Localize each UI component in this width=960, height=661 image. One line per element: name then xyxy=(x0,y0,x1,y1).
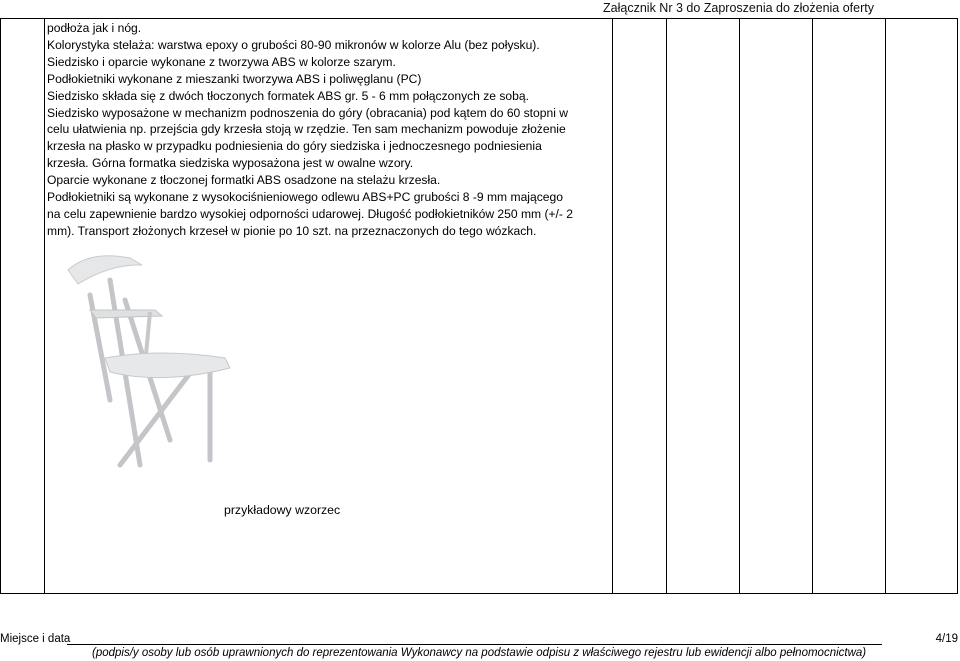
spec-line: Siedzisko wyposażone w mechanizm podnoszenia do góry (obracania) pod kątem do 60 stopni w xyxy=(47,105,568,120)
table-col-divider xyxy=(812,18,813,594)
spec-line: Oparcie wykonane z tłoczonej formatki ABS osadzone na stelażu krzesła. xyxy=(47,173,441,188)
spec-line: Podłokietniki są wykonane z wysokociśnieniowego odlewu ABS+PC grubości 8 -9 mm mającego xyxy=(47,190,563,205)
table-col-divider xyxy=(885,18,886,594)
spec-line: na celu zapewnienie bardzo wysokiej odporności udarowej. Długość podłokietników 250 mm (+/- 2 xyxy=(47,206,574,221)
image-caption: przykładowy wzorzec xyxy=(224,503,341,517)
table-col-divider xyxy=(612,18,613,594)
signature-note: (podpis/y osoby lub osób uprawnionych do reprezentowania Wykonawcy na podstawie odpisu z właściwego rejestru lub ewidencji albo pełnomocnictwa) xyxy=(92,647,867,659)
page-number: 4/19 xyxy=(935,633,958,645)
spec-line: Podłokietniki wykonane z mieszanki tworzywa ABS i poliwęglanu (PC) xyxy=(47,71,422,86)
spec-line: krzesła na płasko w przypadku podniesienia do góry siedziska i jednoczesnego podniesienia xyxy=(47,139,542,154)
spec-line: krzesła. Górna formatka siedziska wyposażona jest w owalne wzory. xyxy=(47,156,414,171)
spec-line: celu ułatwienia np. przejścia gdy krzesła stoją w rzędzie. Ten sam mechanizm powoduje złożenie xyxy=(47,122,566,137)
spec-line: podłoża jak i nóg. xyxy=(47,21,142,35)
signature-line xyxy=(67,644,882,645)
spec-line: Siedzisko i oparcie wykonane z tworzywa ABS w kolorze szarym. xyxy=(47,54,396,69)
chair-photo-icon xyxy=(50,240,280,470)
table-col-divider xyxy=(666,18,667,594)
spec-line: Siedzisko składa się z dwóch tłoczonych formatek ABS gr. 5 - 6 mm połączonych ze sobą. xyxy=(47,88,529,103)
attachment-note: Załącznik Nr 3 do Zaproszenia do złożenia oferty xyxy=(603,1,874,15)
spec-line: mm). Transport złożonych krzeseł w pionie po 10 szt. na przeznaczonych do tego wózkach. xyxy=(47,223,537,238)
spec-description xyxy=(47,20,609,240)
table-col-divider xyxy=(739,18,740,594)
place-date-label: Miejsce i data xyxy=(0,633,71,645)
table-col-divider xyxy=(44,18,45,594)
spec-line: Kolorystyka stelaża: warstwa epoxy o grubości 80-90 mikronów w kolorze Alu (bez połysku). xyxy=(47,37,540,52)
